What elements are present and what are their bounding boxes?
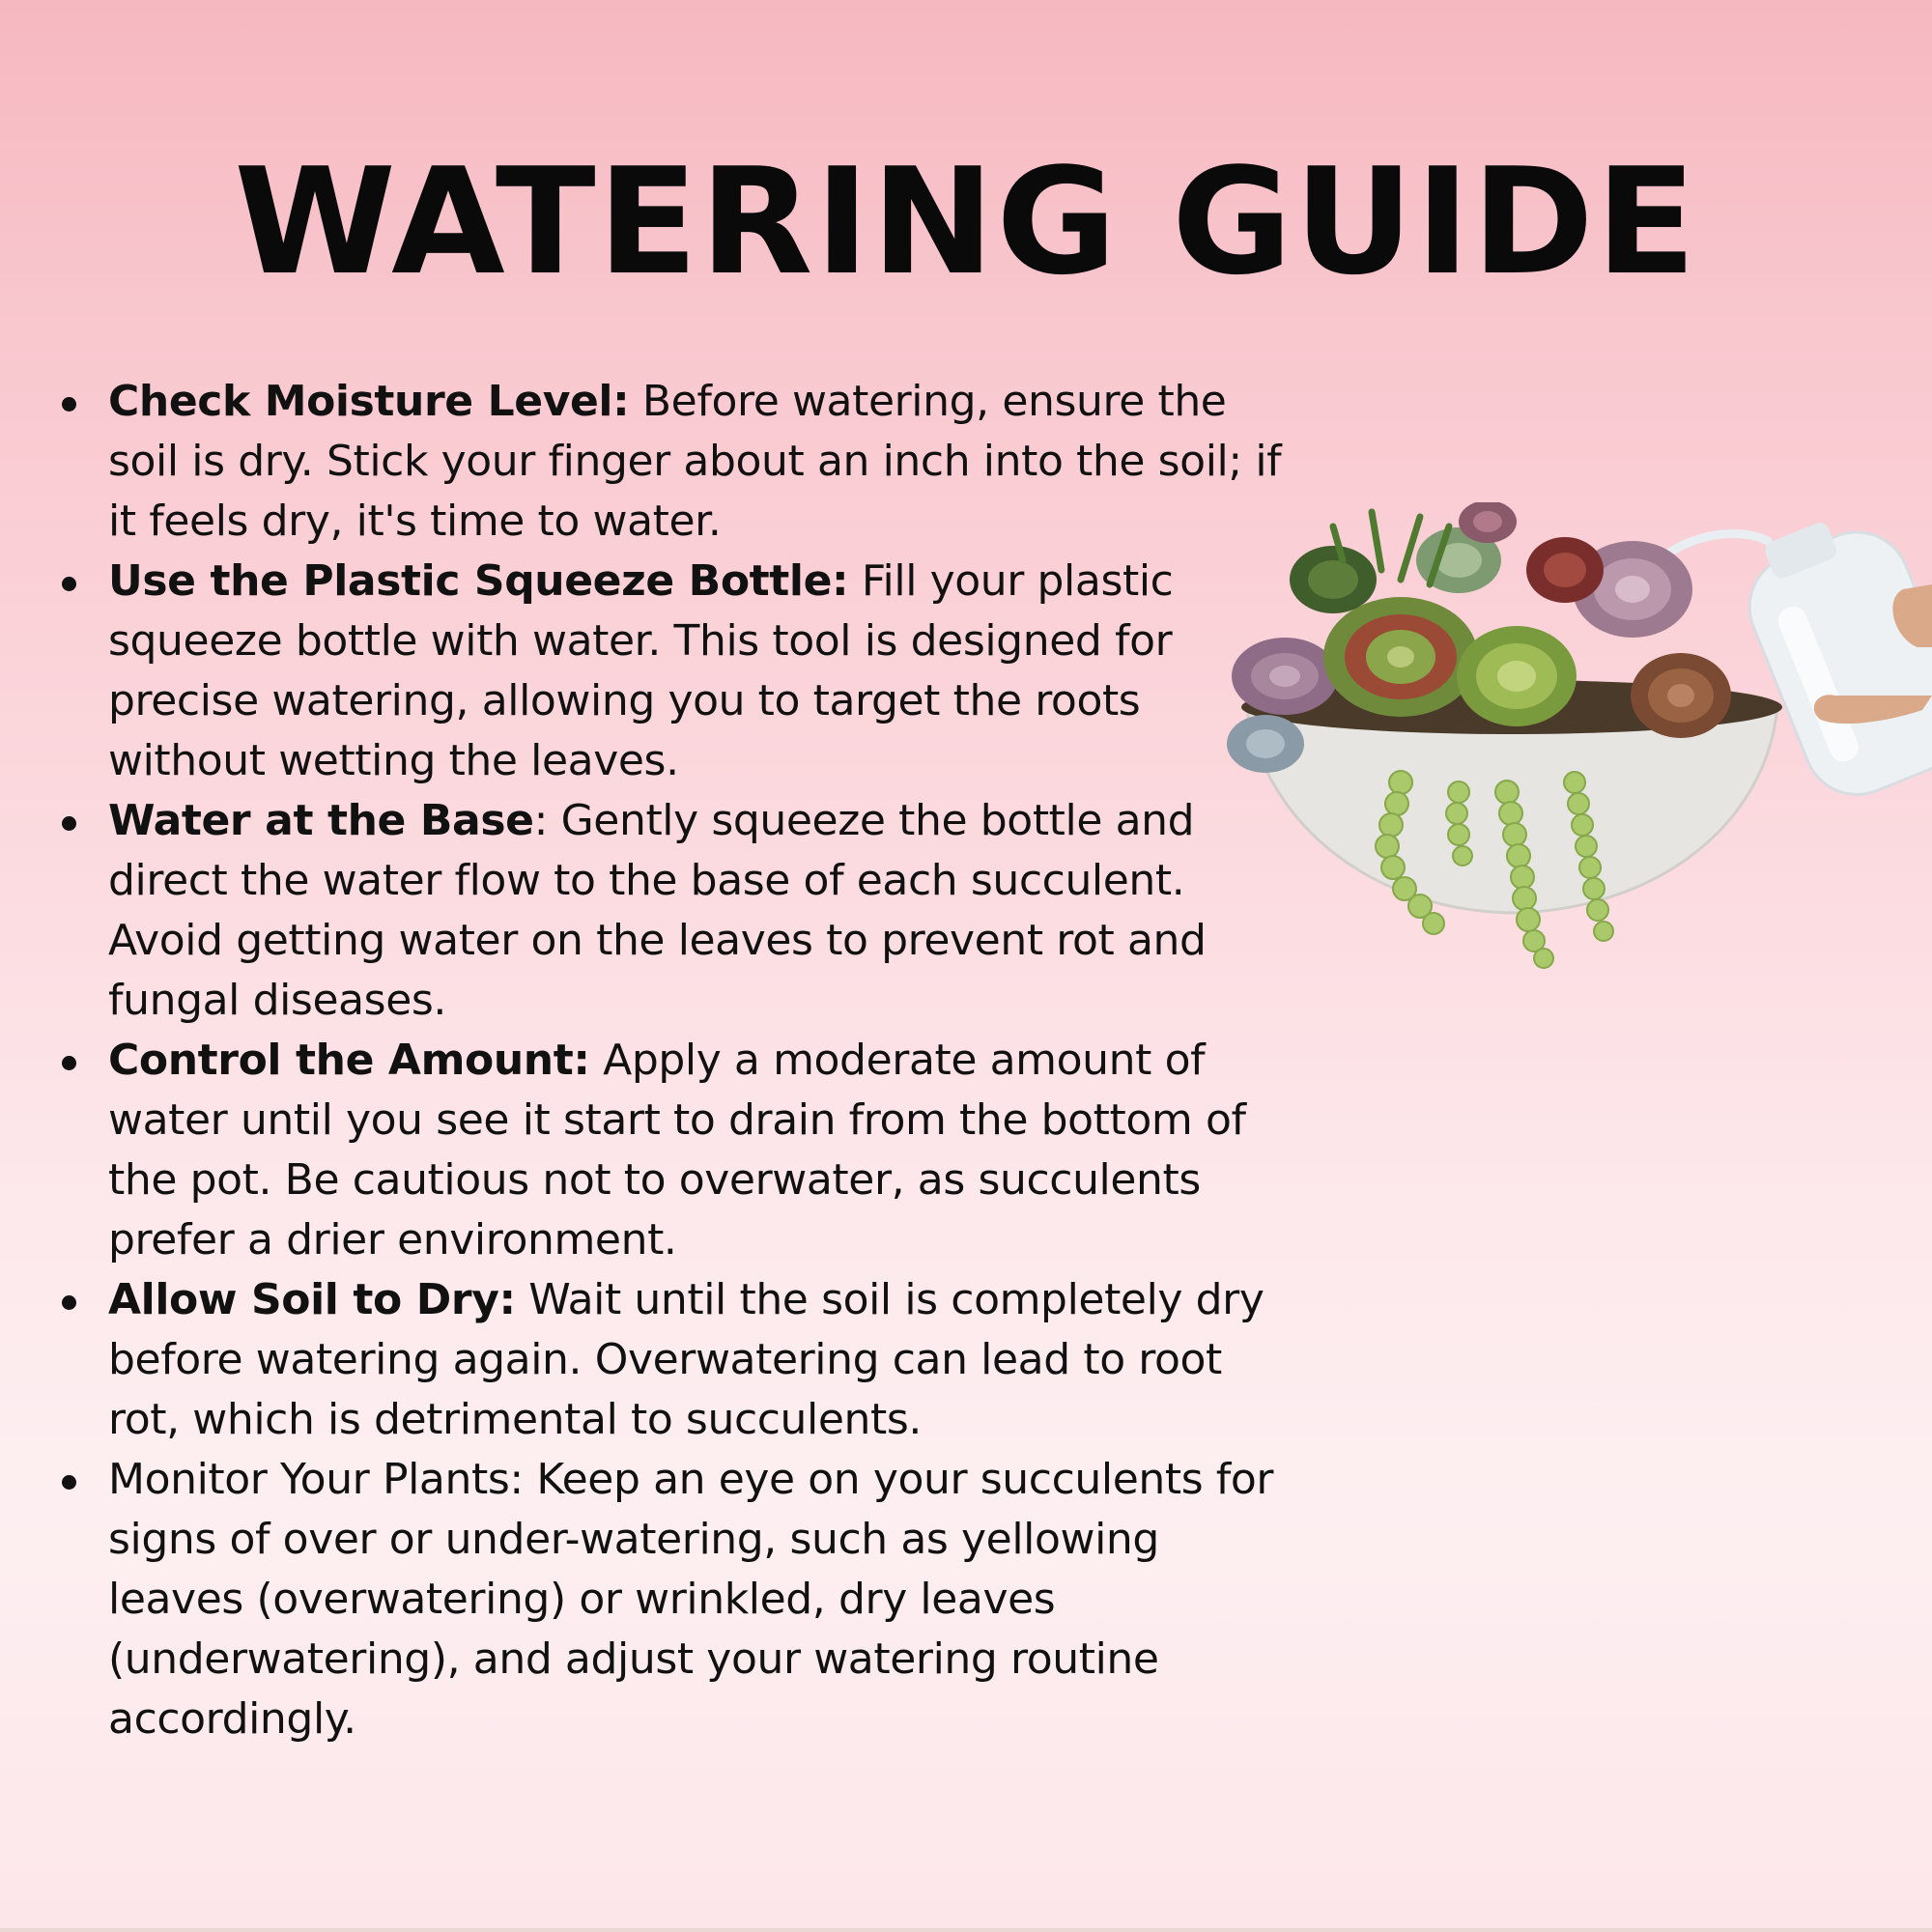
bullet-dot [62,397,76,412]
rosette-dark-green [1290,546,1377,613]
guide-item-lead: Check Moisture Level: [108,377,630,426]
bullet-dot [62,1056,76,1070]
guide-item-water-base [108,791,1296,1031]
guide-item-squeeze-bottle [108,552,1296,791]
guide-item-lead: Use the Plastic Squeeze Bottle: [108,556,849,606]
bottom-edge-strip [0,1928,1932,1932]
bullet-dot [62,816,76,831]
guide-item-text: Wait until the soil is completely dry before watering again. Overwatering can lead to root rot, which is detrimental to succulents. [108,1275,1264,1444]
rosette-green-red [1323,597,1478,717]
rosette-purple [1232,638,1338,715]
rosette-blue-grey [1227,715,1304,773]
guide-item-text: Monitor Your Plants: Keep an eye on your succulents for signs of over or under-watering, such as yellowing leaves (overwatering) or wrinkled, dry leaves (underwatering), and adjust your watering routine accordingly. [108,1455,1274,1744]
guide-item-lead: Control the Amount: [108,1036,590,1085]
bullet-dot [62,1295,76,1310]
bullet-dot [62,1475,76,1490]
guide-item-control-amount [108,1031,1296,1270]
rosette-light-green [1457,626,1577,726]
rosette-mauve [1459,502,1517,543]
rosette-red [1526,537,1604,603]
rosette-bronze [1631,653,1731,738]
succulent-bowl-illustration [1227,502,1932,1043]
guide-item-text: : Gently squeeze the bottle and direct the water flow to the base of each succulent. Avoid getting water on the leaves to prevent rot and fungal diseases. [108,796,1207,1025]
guide-item-check-moisture [108,372,1296,552]
guide-item-allow-dry [108,1270,1296,1450]
bullet-dot [62,577,76,591]
guide-item-lead: Allow Soil to Dry: [108,1275,516,1324]
guide-item-text: Before watering, ensure the soil is dry. Stick your finger about an inch into the soil; if it feels dry, it's time to water. [108,377,1282,546]
guide-item-monitor-plants [108,1450,1296,1749]
guide-list [108,372,1296,1749]
guide-item-text: Fill your plastic squeeze bottle with water. This tool is designed for precise watering, allowing you to target the roots without wetting the leaves. [108,556,1174,785]
guide-item-text: Apply a moderate amount of water until you see it start to drain from the bottom of the pot. Be cautious not to overwater, as succulents prefer a drier environment. [108,1036,1246,1264]
guide-item-lead: Water at the Base [108,796,534,845]
page-title: WATERING GUIDE [234,136,1698,307]
